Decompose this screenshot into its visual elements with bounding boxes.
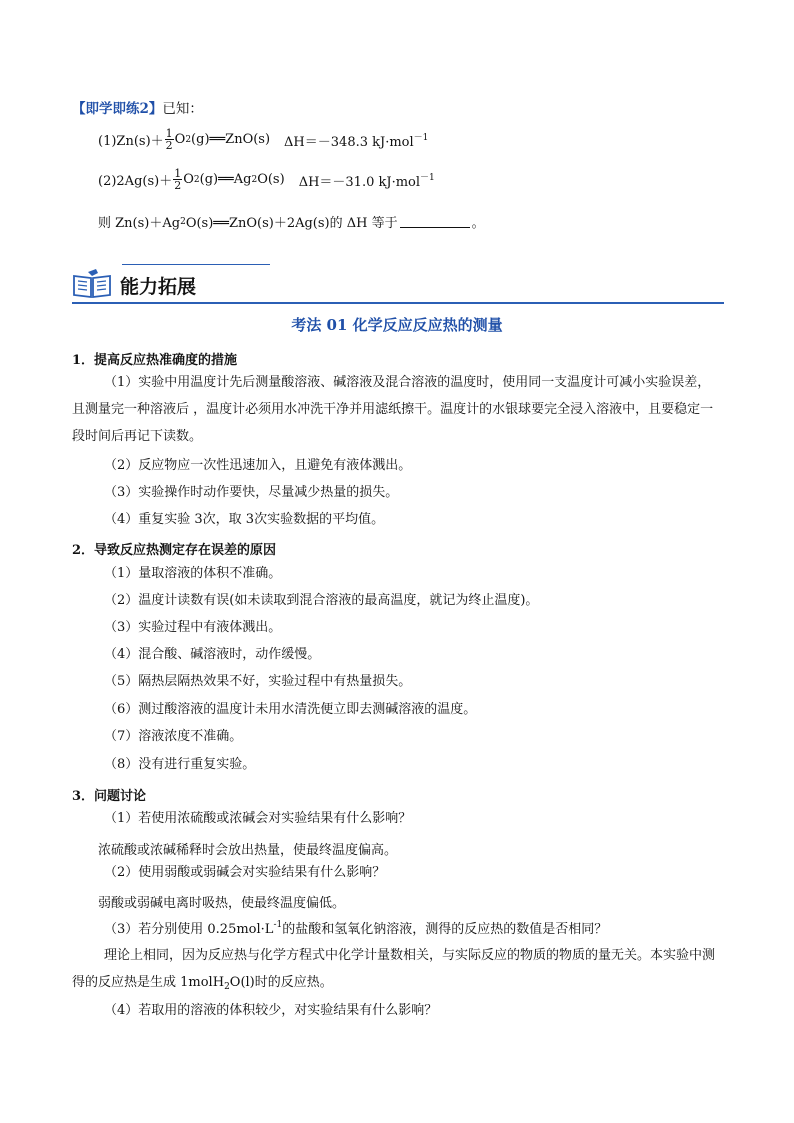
equation-2: (2)2Ag(s)＋ $\frac{1}{2}$ O 2 (g)══Ag 2 O(s) ΔH＝－31.0 kJ·mol$^{-1}$ xyxy=(98,167,435,192)
error-item-5: （5）隔热层隔热效果不好，实验过程中有热量损失。 xyxy=(104,674,412,689)
fraction-half: $\frac{1}{2}$ xyxy=(174,167,182,192)
header-accent-line xyxy=(122,264,270,265)
error-item-6: （6）测过酸溶液的温度计未用水清洗便立即去测碱溶液的温度。 xyxy=(104,702,477,717)
heading-2: 2．导致反应热测定存在误差的原因 xyxy=(72,543,277,558)
error-item-2: （2）温度计读数有误(如未读取到混合溶液的最高温度，就记为终止温度)。 xyxy=(104,593,539,608)
question-3: （3）若分别使用 $0.25mol\cdot L^{-1}$的盐酸和氢氧化钠溶液，测得的反应热的数值是否相同？ xyxy=(104,920,608,937)
heading-3: 3．问题讨论 xyxy=(72,789,147,804)
answer-blank xyxy=(400,215,470,228)
paragraph-3: （3）实验操作时动作要快，尽量减少热量的损失。 xyxy=(104,485,399,500)
paragraph-2: （2）反应物应一次性迅速加入，且避免有液体溅出。 xyxy=(104,458,412,473)
enthalpy-2: ΔH＝－31.0 kJ·mol$^{-1}$ xyxy=(298,172,435,190)
answer-3: 理论上相同，因为反应热与化学方程式中化学计量数相关，与实际反应的物质的物质的量无关。本实验中测得的反应热是生成 1molH$_2$O(l)时的反应热。 xyxy=(72,948,716,992)
heading-1: 1．提高反应热准确度的措施 xyxy=(72,353,238,368)
answer-1: 浓硫酸或浓碱稀释时会放出热量，使最终温度偏高。 xyxy=(98,843,398,858)
practice-tag: 【即学即练2】 xyxy=(72,101,163,117)
error-item-3: （3）实验过程中有液体溅出。 xyxy=(104,620,282,635)
section-header xyxy=(72,262,724,304)
error-item-8: （8）没有进行重复实验。 xyxy=(104,757,256,772)
enthalpy-1: ΔH＝－348.3 kJ·mol$^{-1}$ xyxy=(284,132,429,150)
question-4: （4）若取用的溶液的体积较少，对实验结果有什么影响？ xyxy=(104,1003,438,1018)
answer-2: 弱酸或弱碱电离时吸热，使最终温度偏低。 xyxy=(98,896,346,911)
error-item-7: （7）溶液浓度不准确。 xyxy=(104,729,243,744)
practice-lead: 已知： xyxy=(162,101,203,117)
topic-title: 考法 01 化学反应反应热的测量 xyxy=(291,316,503,334)
error-item-4: （4）混合酸、碱溶液时，动作缓慢。 xyxy=(104,647,321,662)
practice-question: 则 Zn(s)＋Ag 2 O(s)══ZnO(s)＋2Ag(s)的 ΔH 等于 。 xyxy=(98,216,485,231)
fraction-half: $\frac{1}{2}$ xyxy=(165,127,173,152)
equation-1: (1)Zn(s)＋ $\frac{1}{2}$ O 2 (g)══ZnO(s) ΔH＝－348.3 kJ·mol$^{-1}$ xyxy=(98,127,429,152)
question-1: （1）若使用浓硫酸或浓碱会对实验结果有什么影响？ xyxy=(104,811,412,826)
book-icon xyxy=(72,268,112,298)
practice-intro xyxy=(72,97,203,117)
section-title: 能力拓展 xyxy=(120,276,197,298)
error-item-1: （1）量取溶液的体积不准确。 xyxy=(104,566,282,581)
question-2: （2）使用弱酸或弱碱会对实验结果有什么影响？ xyxy=(104,865,386,880)
paragraph-4: （4）重复实验 3次，取 3次实验数据的平均值。 xyxy=(104,512,385,527)
section-divider xyxy=(72,302,724,304)
paragraph-1: （1）实验中用温度计先后测量酸溶液、碱溶液及混合溶液的温度时，使用同一支温度计可减小实验误差，且测量完一种溶液后 ，温度计必须用水冲洗干净并用滤纸擦干。温度计的水银球要完全浸入溶液中，且要稳定一段时间后再记下读数。 xyxy=(72,375,714,444)
